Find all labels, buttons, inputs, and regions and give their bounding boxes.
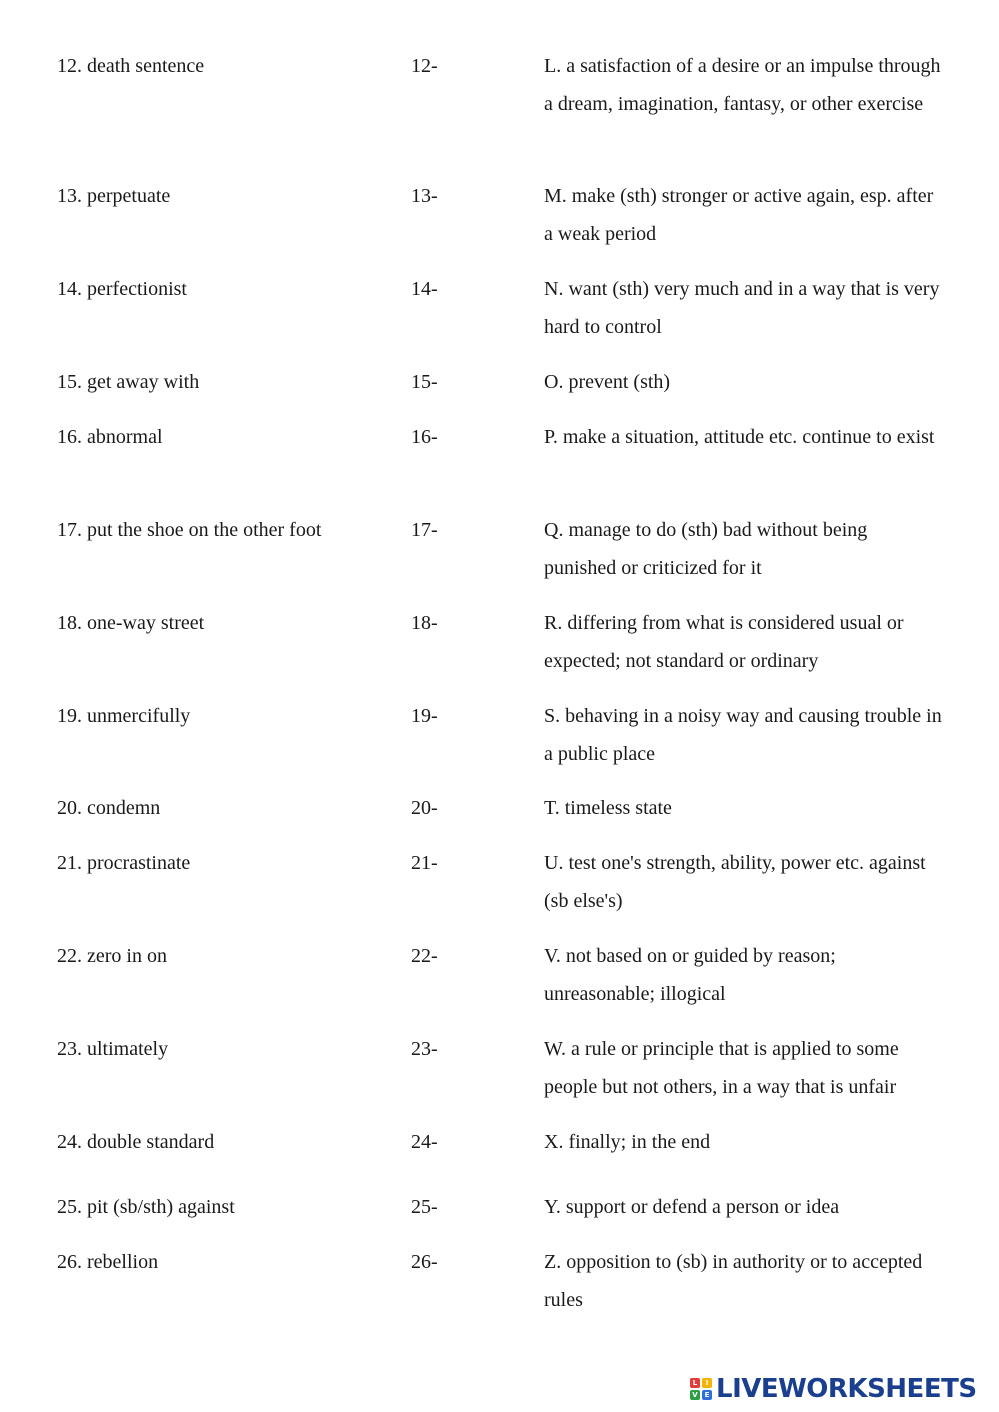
answer-number: 22-: [411, 945, 438, 967]
answer-number: 15-: [411, 371, 438, 393]
term-label: 16. abnormal: [57, 426, 163, 448]
logo-block-e: E: [702, 1390, 712, 1400]
logo-block-l: L: [690, 1378, 700, 1388]
definition-text: V. not based on or guided by reason; unreasonable; illogical: [544, 945, 836, 1005]
definition-text: L. a satisfaction of a desire or an impulse through a dream, imagination, fantasy, or other exercise: [544, 55, 941, 115]
definition-text: M. make (sth) stronger or active again, esp. after a weak period: [544, 185, 934, 245]
answer-number: 20-: [411, 797, 438, 819]
answer-number: 26-: [411, 1251, 438, 1273]
term-label: 12. death sentence: [57, 55, 205, 77]
term-label: 13. perpetuate: [57, 185, 171, 207]
answer-number: 23-: [411, 1038, 438, 1060]
liveworksheets-logo: [690, 1372, 977, 1406]
answer-number: 18-: [411, 612, 438, 634]
term-label: 18. one-way street: [57, 612, 205, 634]
term-label: 22. zero in on: [57, 945, 167, 967]
definition-text: U. test one's strength, ability, power etc. against (sb else's): [544, 852, 926, 912]
definition-text: S. behaving in a noisy way and causing trouble in a public place: [544, 705, 942, 765]
term-label: 21. procrastinate: [57, 852, 191, 874]
term-label: 17. put the shoe on the other foot: [57, 519, 322, 541]
definition-text: N. want (sth) very much and in a way that is very hard to control: [544, 278, 940, 338]
answer-number: 12-: [411, 55, 438, 77]
definition-text: Y. support or defend a person or idea: [544, 1196, 840, 1218]
term-label: 26. rebellion: [57, 1251, 159, 1273]
answer-number: 17-: [411, 519, 438, 541]
definition-text: Q. manage to do (sth) bad without being punished or criticized for it: [544, 519, 868, 579]
term-label: 20. condemn: [57, 797, 161, 819]
term-label: 23. ultimately: [57, 1038, 169, 1060]
brand-name: LIVEWORKSHEETS: [716, 1374, 977, 1404]
answer-number: 16-: [411, 426, 438, 448]
term-label: 15. get away with: [57, 371, 200, 393]
term-label: 14. perfectionist: [57, 278, 187, 300]
definition-text: O. prevent (sth): [544, 371, 671, 393]
definition-text: Z. opposition to (sb) in authority or to accepted rules: [544, 1251, 923, 1311]
term-label: 25. pit (sb/sth) against: [57, 1196, 235, 1218]
definition-text: T. timeless state: [544, 797, 672, 819]
term-label: 24. double standard: [57, 1131, 215, 1153]
definition-text: P. make a situation, attitude etc. continue to exist: [544, 426, 935, 448]
definition-text: W. a rule or principle that is applied to some people but not others, in a way that is unfair: [544, 1038, 899, 1098]
logo-block-v: V: [690, 1390, 700, 1400]
definition-text: R. differing from what is considered usual or expected; not standard or ordinary: [544, 612, 904, 672]
answer-number: 24-: [411, 1131, 438, 1153]
answer-number: 25-: [411, 1196, 438, 1218]
logo-block-i: I: [702, 1378, 712, 1388]
answer-number: 21-: [411, 852, 438, 874]
answer-number: 13-: [411, 185, 438, 207]
definition-text: X. finally; in the end: [544, 1131, 711, 1153]
logo-blocks-icon: [690, 1378, 712, 1400]
term-label: 19. unmercifully: [57, 705, 191, 727]
answer-number: 14-: [411, 278, 438, 300]
answer-number: 19-: [411, 705, 438, 727]
